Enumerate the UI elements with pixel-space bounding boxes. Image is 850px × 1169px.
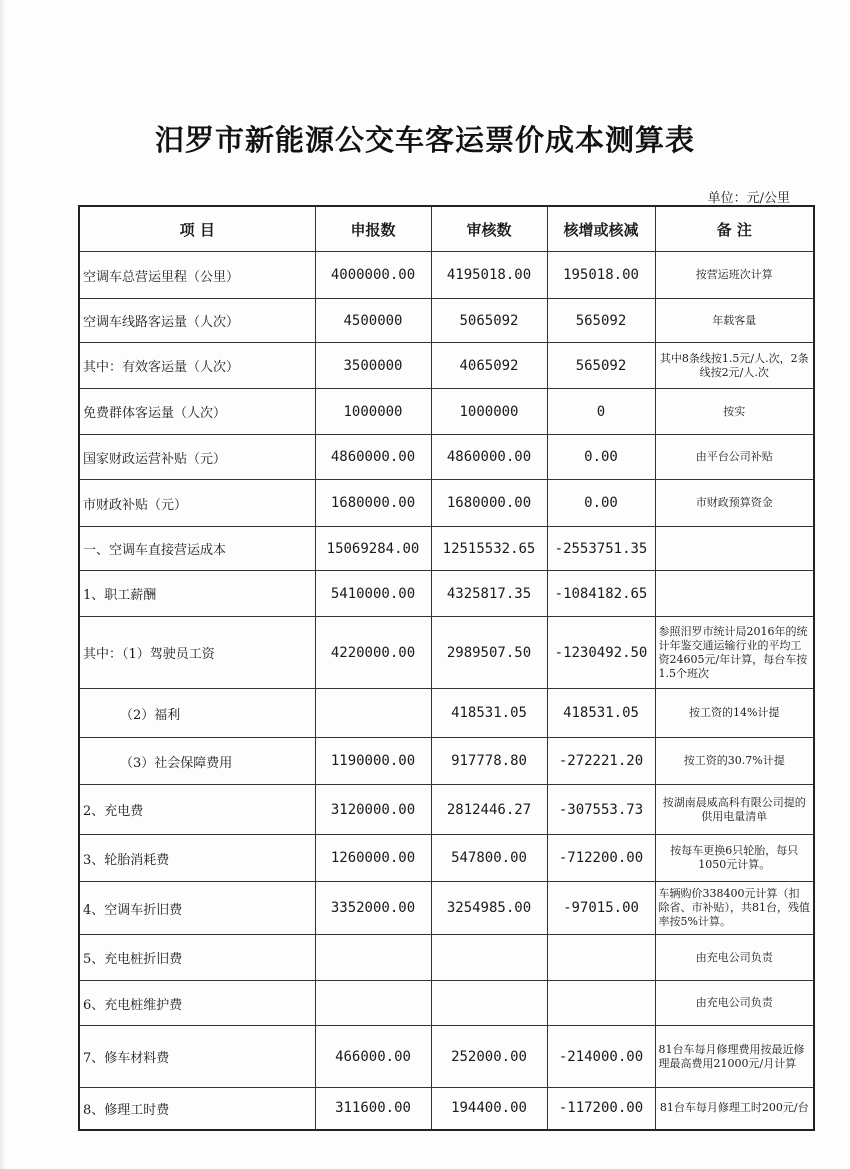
row-audited: 2989507.50	[431, 617, 547, 689]
row-declared: 4000000.00	[315, 252, 431, 299]
row-audited: 194400.00	[431, 1088, 547, 1130]
row-remark	[655, 571, 814, 617]
row-remark: 年载客量	[655, 299, 814, 343]
row-declared: 15069284.00	[315, 527, 431, 571]
row-audited: 2812446.27	[431, 785, 547, 835]
row-change: 0.00	[547, 435, 655, 480]
table-row	[79, 1026, 814, 1088]
row-item: （3）社会保障费用	[79, 738, 315, 785]
table-row	[79, 981, 814, 1026]
row-declared	[315, 935, 431, 981]
row-audited: 418531.05	[431, 689, 547, 738]
row-audited: 1000000	[431, 389, 547, 435]
row-audited	[431, 935, 547, 981]
row-audited: 5065092	[431, 299, 547, 343]
table-row	[79, 435, 814, 480]
header-change: 核增或核减	[547, 206, 655, 252]
row-item: 其中：有效客运量（人次）	[79, 343, 315, 389]
cost-table	[78, 205, 815, 1131]
row-declared: 5410000.00	[315, 571, 431, 617]
row-item: （2）福利	[79, 689, 315, 738]
row-audited: 4195018.00	[431, 252, 547, 299]
row-audited: 917778.80	[431, 738, 547, 785]
row-audited: 252000.00	[431, 1026, 547, 1088]
row-audited: 4860000.00	[431, 435, 547, 480]
row-declared: 311600.00	[315, 1088, 431, 1130]
row-change: 0.00	[547, 480, 655, 527]
row-declared: 3120000.00	[315, 785, 431, 835]
table-row	[79, 882, 814, 935]
row-change: -712200.00	[547, 835, 655, 882]
table-row	[79, 527, 814, 571]
table-row	[79, 617, 814, 689]
table-row	[79, 299, 814, 343]
table-row	[79, 835, 814, 882]
row-declared: 1190000.00	[315, 738, 431, 785]
table-header-row	[79, 206, 814, 252]
unit-label: 单位：元/公里	[707, 191, 790, 206]
row-remark: 由充电公司负责	[655, 981, 814, 1026]
row-item: 7、修车材料费	[79, 1026, 315, 1088]
row-change: -307553.73	[547, 785, 655, 835]
page-title: 汨罗市新能源公交车客运票价成本测算表	[154, 123, 695, 157]
row-change: 418531.05	[547, 689, 655, 738]
row-item: 空调车总营运里程（公里）	[79, 252, 315, 299]
row-declared	[315, 981, 431, 1026]
row-remark: 按实	[655, 389, 814, 435]
row-change: -1230492.50	[547, 617, 655, 689]
row-declared: 4860000.00	[315, 435, 431, 480]
row-declared: 4220000.00	[315, 617, 431, 689]
row-declared: 1260000.00	[315, 835, 431, 882]
row-audited: 547800.00	[431, 835, 547, 882]
row-declared: 4500000	[315, 299, 431, 343]
table-row	[79, 252, 814, 299]
scan-edge-shadow	[0, 0, 6, 1169]
row-remark: 参照汨罗市统计局2016年的统计年鉴交通运输行业的平均工资24605元/年计算，每台车按1.5个班次	[655, 617, 814, 689]
row-remark: 由平台公司补贴	[655, 435, 814, 480]
row-item: 5、充电桩折旧费	[79, 935, 315, 981]
row-change	[547, 981, 655, 1026]
header-remark: 备 注	[655, 206, 814, 252]
row-item: 3、轮胎消耗费	[79, 835, 315, 882]
row-remark: 由充电公司负责	[655, 935, 814, 981]
row-remark: 按工资的14%计提	[655, 689, 814, 738]
row-item: 一、空调车直接营运成本	[79, 527, 315, 571]
row-item: 6、充电桩维护费	[79, 981, 315, 1026]
row-remark: 按每车更换6只轮胎，每只1050元计算。	[655, 835, 814, 882]
row-change: -1084182.65	[547, 571, 655, 617]
row-remark: 其中8条线按1.5元/人.次，2条线按2元/人.次	[655, 343, 814, 389]
row-change: -272221.20	[547, 738, 655, 785]
row-change: -214000.00	[547, 1026, 655, 1088]
row-remark: 按工资的30.7%计提	[655, 738, 814, 785]
row-change: 565092	[547, 299, 655, 343]
row-audited: 12515532.65	[431, 527, 547, 571]
table-row	[79, 689, 814, 738]
row-item: 免费群体客运量（人次）	[79, 389, 315, 435]
row-change: -97015.00	[547, 882, 655, 935]
row-item: 其中：（1）驾驶员工资	[79, 617, 315, 689]
row-item: 8、修理工时费	[79, 1088, 315, 1130]
row-item: 1、职工薪酬	[79, 571, 315, 617]
row-change: 0	[547, 389, 655, 435]
table-row	[79, 785, 814, 835]
table-row	[79, 343, 814, 389]
table-row	[79, 1088, 814, 1130]
table-row	[79, 571, 814, 617]
row-remark: 按营运班次计算	[655, 252, 814, 299]
row-declared	[315, 689, 431, 738]
header-audited: 审核数	[431, 206, 547, 252]
row-remark: 81台车每月修理费用按最近修理最高费用21000元/月计算	[655, 1026, 814, 1088]
row-declared: 466000.00	[315, 1026, 431, 1088]
row-declared: 1000000	[315, 389, 431, 435]
row-declared: 3500000	[315, 343, 431, 389]
table-row	[79, 480, 814, 527]
row-audited: 3254985.00	[431, 882, 547, 935]
row-audited: 4325817.35	[431, 571, 547, 617]
row-change: 195018.00	[547, 252, 655, 299]
row-change: -2553751.35	[547, 527, 655, 571]
header-declared: 申报数	[315, 206, 431, 252]
row-change: -117200.00	[547, 1088, 655, 1130]
row-item: 国家财政运营补贴（元）	[79, 435, 315, 480]
row-change	[547, 935, 655, 981]
row-remark: 81台车每月修理工时200元/台	[655, 1088, 814, 1130]
row-remark	[655, 527, 814, 571]
row-audited	[431, 981, 547, 1026]
row-remark: 市财政预算资金	[655, 480, 814, 527]
header-item: 项 目	[79, 206, 315, 252]
row-change: 565092	[547, 343, 655, 389]
row-declared: 3352000.00	[315, 882, 431, 935]
row-item: 4、空调车折旧费	[79, 882, 315, 935]
table-row	[79, 738, 814, 785]
row-audited: 1680000.00	[431, 480, 547, 527]
table-row	[79, 935, 814, 981]
table-row	[79, 389, 814, 435]
row-audited: 4065092	[431, 343, 547, 389]
row-item: 市财政补贴（元）	[79, 480, 315, 527]
row-remark: 按湖南晨威高科有限公司提的供用电量清单	[655, 785, 814, 835]
row-item: 空调车线路客运量（人次）	[79, 299, 315, 343]
row-item: 2、充电费	[79, 785, 315, 835]
row-remark: 车辆购价338400元计算（扣除省、市补贴），共81台，残值率按5%计算。	[655, 882, 814, 935]
row-declared: 1680000.00	[315, 480, 431, 527]
